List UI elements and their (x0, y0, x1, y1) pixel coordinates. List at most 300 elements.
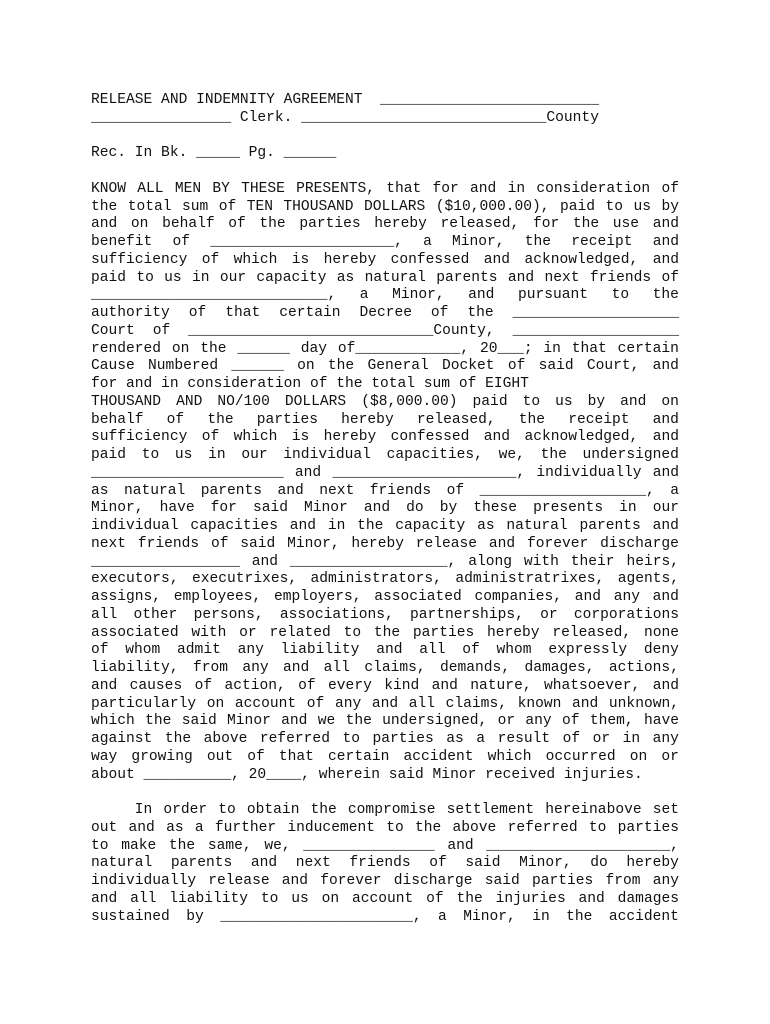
word: ALL (137, 180, 164, 197)
word: from (605, 873, 641, 889)
word: Minor (227, 713, 271, 730)
word: parties (617, 819, 679, 836)
word: of (306, 695, 325, 712)
word: of (462, 642, 480, 659)
word: parties (412, 624, 475, 641)
word: to (91, 837, 109, 854)
word: of (446, 482, 465, 499)
word: and (652, 589, 679, 605)
word: in (507, 180, 526, 197)
word: the (524, 234, 552, 250)
text-line (91, 642, 679, 660)
word: hereby (323, 429, 377, 446)
word: day (300, 340, 327, 357)
text-line (91, 270, 679, 288)
word: acknowledged, (524, 251, 639, 268)
word: undersigned (582, 447, 679, 463)
word: and (652, 411, 679, 428)
word: ______________________, (220, 908, 422, 925)
word: acknowledged, (524, 429, 639, 446)
word: 20___; (480, 340, 533, 357)
word: accident (403, 748, 474, 765)
word: KNOW (91, 180, 127, 197)
word: have (643, 713, 679, 730)
text-line (91, 199, 679, 217)
word: hereby (374, 216, 427, 233)
word: certain (328, 748, 390, 765)
word: MEN (174, 180, 202, 197)
word: and (507, 269, 535, 286)
word: released, (552, 624, 632, 641)
word: discharge (393, 873, 473, 889)
text-line (91, 518, 679, 536)
word: claims, (445, 695, 507, 712)
word: THOUSAND (91, 393, 162, 410)
word: benefit (91, 234, 153, 250)
text-line: for and in consideration of the total sum of EIGHT (91, 376, 529, 392)
word: on (206, 695, 225, 712)
word: and (470, 180, 497, 197)
word: whom (496, 642, 532, 659)
text-line (91, 713, 679, 731)
word: any (613, 589, 640, 605)
word: none (643, 624, 679, 641)
word: that (225, 305, 261, 321)
word: the (345, 713, 372, 730)
word: and (281, 873, 309, 889)
word: next (544, 269, 580, 286)
word: a (476, 731, 486, 747)
word: Numbered (148, 358, 219, 375)
word: executors, (91, 571, 179, 588)
word: next (295, 855, 331, 872)
word: for (210, 500, 237, 517)
word: ____________________________County, (188, 322, 495, 339)
word: injuries (495, 890, 566, 907)
word: of (194, 677, 213, 694)
word: paid (560, 198, 596, 215)
word: individual (283, 447, 371, 463)
word: growing (131, 748, 193, 765)
word: account (234, 695, 297, 712)
text-line (91, 873, 679, 891)
word: of (188, 305, 207, 321)
word: and (91, 216, 118, 233)
word: the (200, 340, 227, 357)
word: of (426, 890, 444, 907)
paragraph-consideration (91, 181, 679, 785)
word: and (578, 890, 605, 907)
word: Court (91, 322, 135, 339)
word: ___________________ (512, 305, 679, 321)
word: or (592, 731, 611, 747)
word: any (652, 873, 679, 889)
word: is (291, 251, 310, 268)
word: inducement (287, 819, 375, 836)
word: any (334, 695, 362, 712)
word: nature, (470, 677, 532, 694)
word: their (570, 553, 615, 570)
word: Minor, (463, 908, 516, 925)
word: the (652, 287, 679, 304)
word: further (214, 819, 277, 836)
text-line (91, 731, 679, 749)
word: individually (536, 464, 642, 481)
word: and (281, 713, 308, 730)
word: friends (137, 535, 200, 552)
word: confessed (390, 251, 470, 268)
word: Court, (586, 358, 640, 375)
word: heirs, (626, 553, 679, 570)
word: whom (125, 642, 161, 659)
word: hereinabove (545, 802, 642, 818)
word: order (163, 802, 208, 818)
word: ___________________________, (91, 287, 337, 304)
word: individual (91, 518, 179, 534)
word: employees, (173, 589, 262, 605)
word: us (555, 393, 573, 410)
word: from (192, 660, 228, 676)
word: on (321, 890, 340, 907)
word: by (186, 908, 204, 925)
word: way (91, 748, 118, 765)
word: the (467, 305, 494, 321)
word: or (239, 624, 257, 641)
word: in (192, 269, 210, 286)
word: obtain (246, 802, 300, 818)
word: our (219, 269, 247, 286)
word: we (317, 713, 336, 730)
word: liability (280, 642, 360, 659)
word: consideration (536, 180, 651, 197)
word: Cause (91, 358, 135, 375)
word: or (661, 748, 679, 765)
word: all (91, 606, 118, 623)
word: natural (506, 518, 568, 534)
word: parents (200, 482, 263, 499)
word: of (507, 358, 526, 375)
word: along (468, 553, 512, 570)
word: of (91, 642, 109, 659)
text-line (91, 216, 679, 234)
title-line: RELEASE AND INDEMNITY AGREEMENT _________________________ (91, 92, 599, 108)
word: us (174, 447, 193, 463)
word: paid (91, 447, 127, 463)
word: sufficiency (91, 429, 188, 446)
word: _____________________, (332, 464, 526, 481)
word: certain (617, 340, 679, 357)
word: in (622, 731, 641, 747)
text-line (91, 358, 679, 376)
word: or (540, 606, 558, 623)
word: that (386, 180, 422, 197)
word: parties (531, 873, 594, 889)
word: referred (259, 731, 330, 747)
word: any (237, 642, 264, 659)
word: _____________________, (486, 837, 679, 854)
word: of (429, 855, 447, 872)
word: every (328, 677, 372, 694)
word: and (620, 393, 647, 410)
word: that (278, 748, 314, 765)
word: released, (416, 411, 496, 428)
word: and (652, 251, 679, 268)
word: of (201, 251, 220, 268)
word: which (91, 713, 135, 730)
word: damages, (524, 660, 595, 676)
text-line (91, 394, 679, 412)
word: _______________ (303, 837, 435, 854)
word: assigns, (91, 589, 162, 605)
word: as (166, 819, 184, 836)
word: of (152, 322, 171, 339)
word: parents (579, 518, 641, 534)
word: do (590, 855, 608, 872)
word: as (477, 518, 495, 534)
word: the (145, 713, 172, 730)
word: and (652, 464, 679, 481)
word: and (363, 500, 391, 517)
word: In (91, 802, 153, 818)
text-line (91, 305, 679, 323)
word: the (518, 411, 546, 428)
word: we, (498, 447, 525, 463)
word: the (566, 908, 593, 925)
word: the (456, 890, 483, 907)
word: out (91, 819, 118, 836)
word: on (297, 358, 315, 375)
text-line (91, 660, 679, 678)
word: in (208, 447, 226, 463)
word: us (633, 198, 651, 215)
text-line (91, 589, 679, 607)
text-line (91, 412, 679, 430)
word: and (652, 358, 679, 375)
word: and (283, 660, 310, 676)
word: other (133, 606, 178, 623)
text-line (91, 820, 679, 838)
word: and (574, 589, 602, 605)
text-line (91, 536, 679, 554)
word: the (327, 358, 355, 375)
word: the (91, 198, 118, 215)
word: which (487, 748, 532, 765)
word: parents (436, 269, 498, 286)
word: we, (264, 837, 291, 854)
word: said (181, 713, 217, 730)
word: individually (91, 873, 197, 889)
text-line (91, 607, 679, 625)
text-line (91, 500, 679, 518)
word: related (269, 624, 331, 641)
word: actions, (608, 660, 679, 676)
word: set (652, 802, 679, 818)
word: and (652, 518, 679, 534)
word: above (203, 731, 248, 747)
word: to (136, 269, 154, 286)
word: admit (177, 642, 221, 659)
word: Docket (442, 358, 495, 375)
word: is (291, 429, 310, 446)
document-page (91, 92, 679, 926)
word: deny (643, 642, 679, 659)
word: total (127, 198, 172, 215)
word: undersigned, (382, 713, 488, 730)
word: to (342, 731, 360, 747)
text-line (91, 429, 679, 447)
word: natural (123, 482, 186, 499)
word: accident (608, 908, 679, 925)
word: us (291, 890, 309, 907)
word: receipt (571, 234, 633, 250)
word: all (419, 642, 446, 659)
word: compromise (347, 802, 436, 818)
word: said (538, 358, 574, 375)
word: natural (91, 855, 153, 872)
word: to (611, 287, 630, 304)
word: them, (589, 713, 634, 730)
word: friends (369, 482, 432, 499)
word: associated (374, 589, 462, 605)
word: to (260, 890, 279, 907)
word: a (670, 482, 679, 499)
word: as (336, 269, 355, 286)
word: all (408, 695, 436, 712)
word: a (359, 287, 369, 304)
word: known (517, 695, 562, 712)
word: make (121, 837, 157, 854)
word: release (208, 873, 270, 889)
word: General (367, 358, 429, 375)
word: on (629, 748, 648, 765)
word: liability (169, 890, 249, 907)
word: parties (299, 216, 361, 233)
text-line (91, 855, 679, 873)
word: and (250, 855, 278, 872)
word: and (91, 890, 118, 907)
word: hereby (487, 624, 540, 641)
text-line (91, 323, 679, 341)
word: occurred (545, 748, 616, 765)
word: sum (181, 198, 209, 215)
word: parties (372, 731, 434, 747)
word: and (251, 553, 279, 570)
word: TEN (246, 198, 273, 215)
word: unknown, (608, 695, 679, 712)
word: a (438, 908, 447, 925)
word: and (652, 677, 679, 694)
word: with (523, 553, 559, 570)
word: Minor, (452, 234, 505, 250)
word: to (522, 393, 541, 410)
word: parents (170, 855, 233, 872)
word: said (252, 500, 288, 517)
word: our (241, 447, 268, 463)
word: associations, (279, 606, 394, 623)
word: of (562, 731, 581, 747)
word: the (310, 802, 337, 818)
word: by (661, 198, 679, 215)
word: any (242, 660, 269, 676)
text-line (91, 483, 679, 501)
word: of (298, 677, 316, 694)
word: receipt (568, 411, 630, 428)
word: release (415, 535, 478, 552)
word: a (194, 819, 204, 836)
word: by (587, 393, 606, 410)
word: administratrixes, (455, 571, 605, 588)
word: corporations (573, 606, 679, 623)
word: to (605, 198, 624, 215)
word: expressly (548, 642, 628, 659)
word: the (373, 624, 401, 641)
word: whatsoever, (543, 677, 641, 694)
word: rendered (91, 340, 162, 357)
word: said (240, 535, 276, 552)
text-line: about __________, 20____, wherein said Minor received injuries. (91, 766, 643, 783)
word: kind (384, 677, 420, 694)
text-line (91, 678, 679, 696)
word: ___________________ (512, 322, 679, 339)
word: sustained (91, 908, 170, 925)
text-line (91, 341, 679, 359)
word: causes (129, 677, 183, 694)
word: said (484, 873, 520, 889)
word: forever (526, 535, 589, 552)
text-line (91, 696, 679, 714)
word: all (323, 660, 350, 676)
word: next (319, 482, 355, 499)
word: which (233, 251, 278, 268)
word: any (525, 713, 552, 730)
word: ______________________ (91, 464, 284, 481)
word: a (423, 234, 432, 250)
word: THOUSAND (283, 198, 354, 215)
word: hereby (341, 411, 394, 428)
word: confessed (390, 429, 470, 446)
word: in (327, 518, 346, 534)
word: PRESENTS, (296, 180, 375, 197)
word: friends (349, 855, 411, 872)
word: Minor, (519, 855, 572, 872)
word: account (352, 890, 414, 907)
paragraph-inducement (91, 802, 679, 926)
word: use (612, 216, 640, 233)
word: and (468, 287, 495, 304)
word: next (91, 535, 127, 552)
word: in (532, 908, 550, 925)
word: and (447, 837, 474, 854)
word: that (571, 340, 607, 357)
word: in (543, 340, 561, 357)
word: capacity (256, 269, 327, 286)
word: capacities, (386, 447, 483, 463)
word: discharge (600, 535, 679, 552)
word: certain (279, 305, 341, 321)
word: _____________________, (210, 234, 403, 250)
word: these (473, 500, 518, 517)
word: damages (617, 890, 679, 907)
word: of (661, 269, 679, 286)
word: hereby (351, 535, 404, 552)
word: the (164, 731, 192, 747)
word: and (483, 429, 511, 446)
word: on (130, 216, 149, 233)
word: authority (91, 305, 170, 321)
word: paid (472, 393, 508, 410)
word: presents (533, 500, 604, 517)
word: and (483, 251, 511, 268)
